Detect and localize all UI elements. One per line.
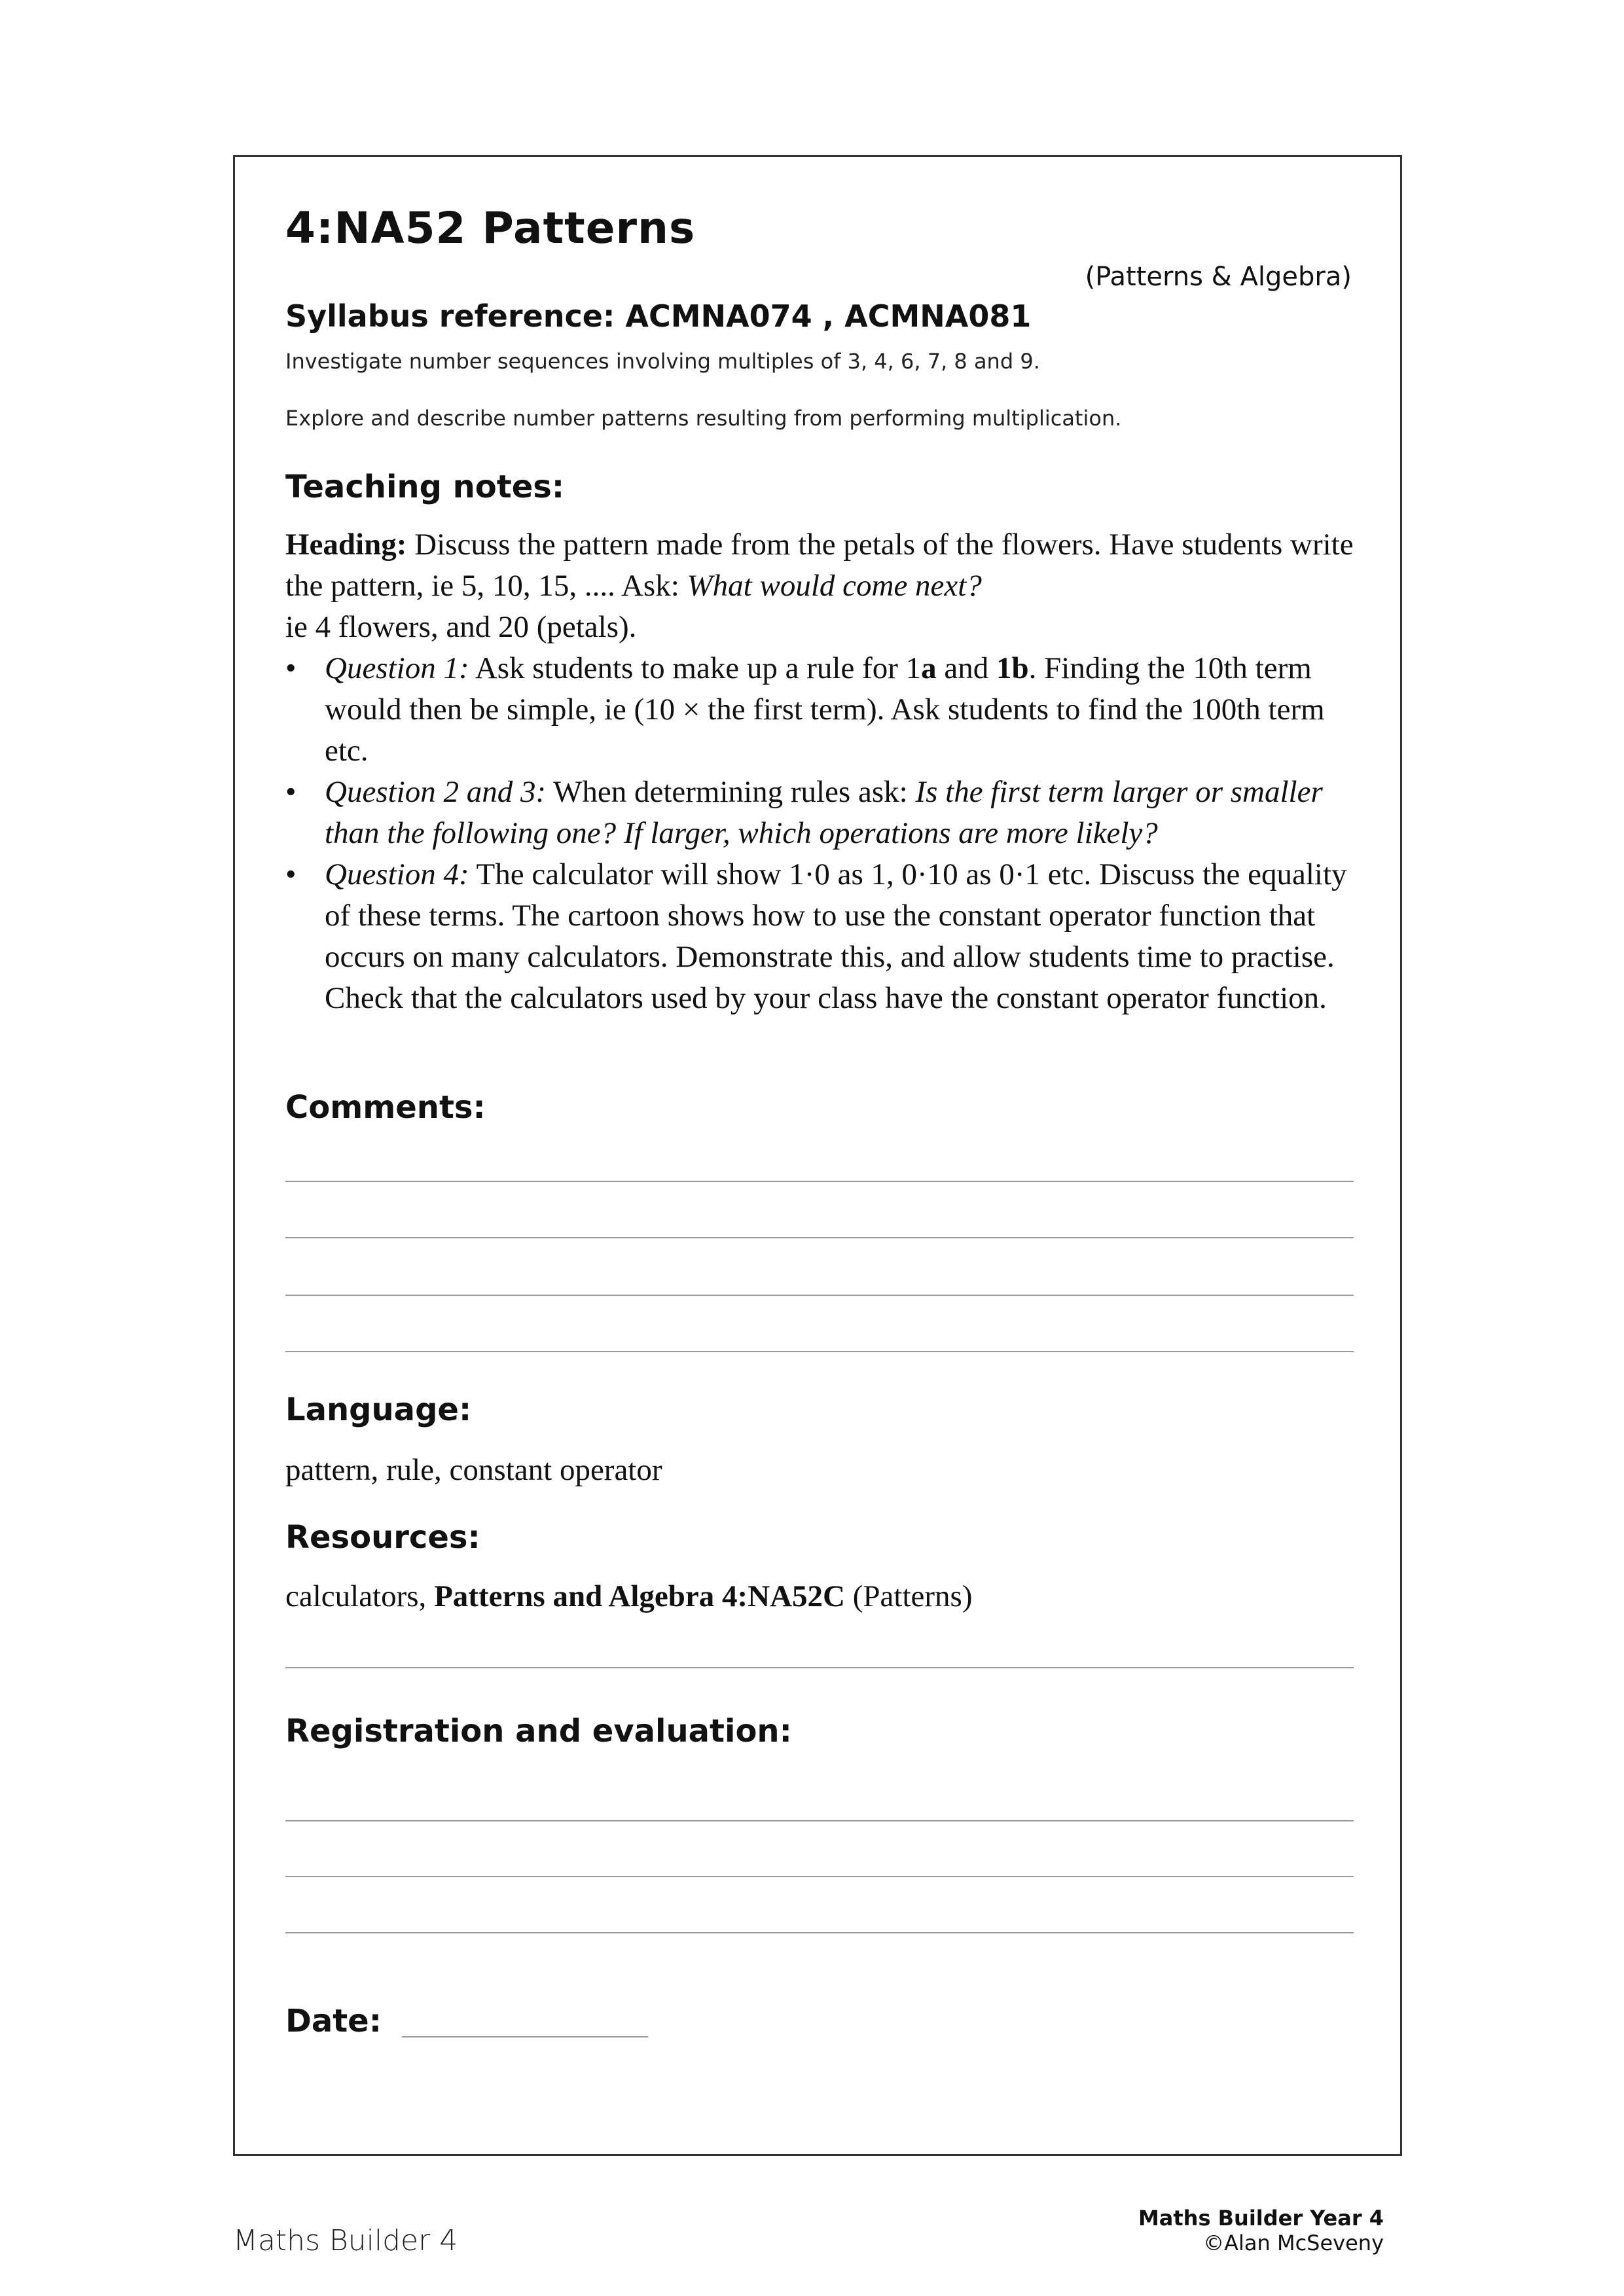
strand-label: (Patterns & Algebra): [1085, 262, 1352, 292]
bullet-icon: •: [285, 857, 297, 891]
registration-line-2[interactable]: [285, 1876, 1354, 1877]
bullet-icon: •: [285, 775, 297, 809]
comments-line-2[interactable]: [285, 1237, 1354, 1238]
intro-line-2: ie 4 flowers, and 20 (petals).: [285, 610, 637, 644]
q2-label: Question 2 and 3:: [325, 775, 547, 809]
resources-line[interactable]: [285, 1667, 1354, 1668]
page-title: 4:NA52 Patterns: [285, 203, 696, 253]
q1-text-2: and: [936, 651, 997, 685]
registration-line-1[interactable]: [285, 1820, 1354, 1821]
comments-line-3[interactable]: [285, 1295, 1354, 1296]
teaching-notes-body: [285, 524, 1359, 1019]
objective-2: Explore and describe number patterns resulting from performing multiplication.: [285, 406, 1122, 431]
resources-text: [285, 1576, 1359, 1617]
footer-book-title: Maths Builder 4: [233, 2224, 458, 2257]
comments-line-4[interactable]: [285, 1351, 1354, 1352]
date-line[interactable]: [402, 2036, 648, 2037]
registration-heading: Registration and evaluation:: [285, 1713, 792, 1749]
date-label: Date:: [285, 2003, 382, 2039]
q1-label: Question 1:: [325, 651, 469, 685]
resources-calculators: calculators,: [285, 1579, 435, 1613]
question-2-note: [285, 772, 1359, 854]
question-4-note: [285, 854, 1359, 1019]
footer-author: ©Alan McSeveny: [1203, 2231, 1384, 2255]
resources-suffix: (Patterns): [845, 1579, 973, 1613]
q4-label: Question 4:: [325, 857, 469, 891]
objective-1: Investigate number sequences involving multiples of 3, 4, 6, 7, 8 and 9.: [285, 349, 1040, 374]
comments-line-1[interactable]: [285, 1181, 1354, 1182]
syllabus-reference: Syllabus reference: ACMNA074 , ACMNA081: [285, 298, 1032, 334]
resources-worksheet-ref: Patterns and Algebra 4:NA52C: [434, 1579, 845, 1613]
language-heading: Language:: [285, 1391, 472, 1428]
q1-bold-1b: 1b: [996, 651, 1029, 685]
q2-text: When determining rules ask:: [546, 775, 916, 809]
intro-question: What would come next?: [687, 569, 982, 603]
question-1-note: [285, 648, 1359, 772]
language-text: pattern, rule, constant operator: [285, 1453, 662, 1487]
intro-paragraph: [285, 524, 1359, 607]
q2-italic-question: Is the first term larger or smaller than the following one? If larger, which operations are more likely?: [325, 775, 1323, 850]
content-frame: [233, 155, 1402, 2156]
footer-series: Maths Builder Year 4: [1138, 2206, 1384, 2231]
bullet-icon: •: [285, 651, 297, 685]
q1-text-1: Ask students to make up a rule for 1: [469, 651, 922, 685]
question-notes-list: [285, 648, 1359, 1019]
q1-text-3: . Finding the 10th term would then be simple, ie (10 × the first term). Ask students to find the 100th term etc.: [325, 651, 1325, 768]
q1-bold-a: a: [921, 651, 937, 685]
comments-heading: Comments:: [285, 1089, 486, 1126]
q4-text: The calculator will show 1·0 as 1, 0·10 as 0·1 etc. Discuss the equality of these terms. The cartoon shows how to use the constant operator function that occurs on many calculators. Demonstrate this, and allow students time to practise. Check that the calculators used by your class have the constant operator function.: [325, 857, 1347, 1015]
intro-text: Discuss the pattern made from the petals of the flowers. Have students write the pattern, ie 5, 10, 15, .... Ask:: [285, 528, 1354, 603]
registration-line-3[interactable]: [285, 1932, 1354, 1933]
footer-copyright: [1138, 2206, 1384, 2255]
resources-heading: Resources:: [285, 1519, 480, 1556]
teaching-notes-heading: Teaching notes:: [285, 469, 565, 505]
intro-label: Heading:: [285, 528, 407, 562]
